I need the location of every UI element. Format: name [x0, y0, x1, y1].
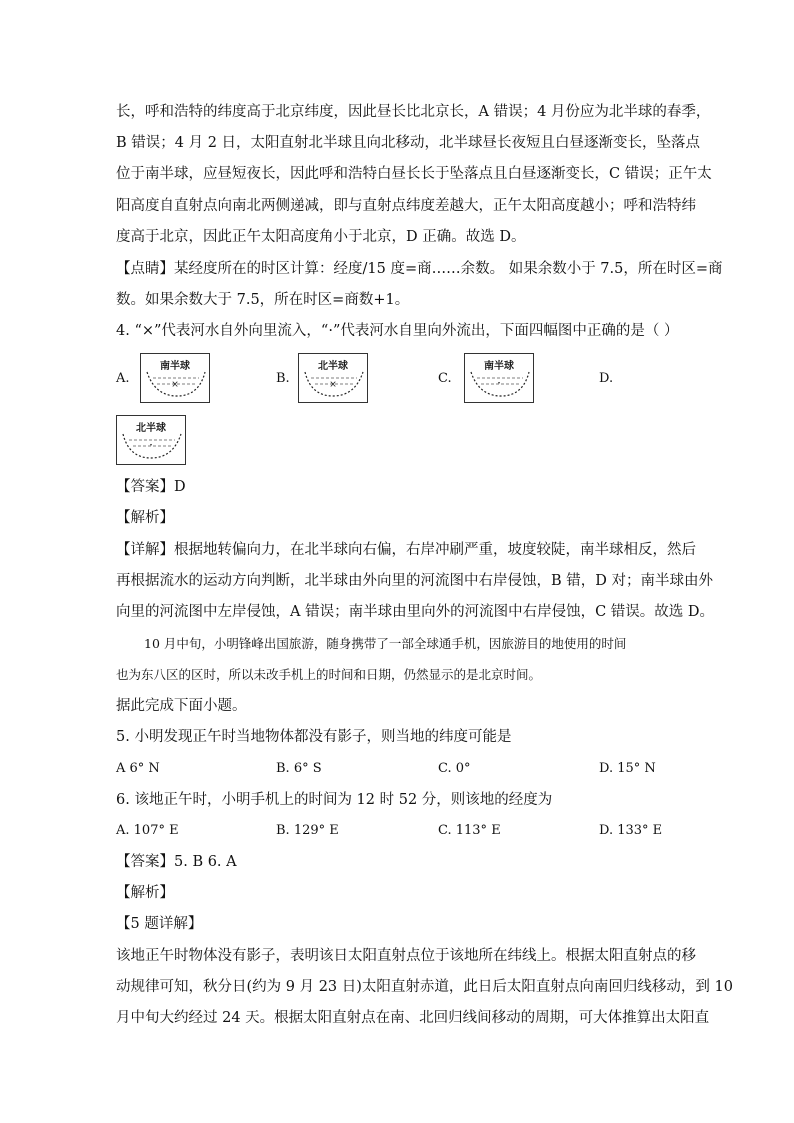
q4-option-d-label: D.: [599, 371, 614, 386]
instruction: 据此完成下面小题。: [116, 698, 247, 714]
text-line: 阳高度自直射点向南北两侧递减，即与直射点纬度差越大，正午太阳高度越小；呼和浩特纬: [116, 198, 696, 214]
question-4-stem: 4. “×”代表河水自外向里流入，“·”代表河水自里向外流出，下面四幅图中正确的是（ ）: [116, 323, 679, 339]
q5-option-b: B. 6° S: [276, 761, 322, 776]
detail-line: 向里的河流图中左岸侵蚀，A 错误；南半球由里向外的河流图中右岸侵蚀，C 错误。故选 D。: [116, 604, 715, 620]
question-5-stem: 5. 小明发现正午时当地物体都没有影子，则当地的纬度可能是: [116, 729, 512, 745]
q5-option-c: C. 0°: [438, 761, 471, 776]
figure-symbol: ·: [497, 376, 501, 390]
detail-line: 【详解】根据地转偏向力，在北半球向右偏，右岸冲刷严重，坡度较陡，南半球相反，然后: [116, 542, 696, 558]
analysis-label: 【解析】: [116, 885, 174, 901]
q6-option-a: A. 107° E: [116, 823, 179, 838]
river-cross-section-icon: [117, 416, 185, 464]
figure-label: 北半球: [136, 423, 166, 434]
q4-option-a-label: A.: [116, 371, 130, 386]
q5-option-a: A 6° N: [116, 761, 160, 776]
detail-line: 月中旬大约经过 24 天。根据太阳直射点在南、北回归线间移动的周期，可大体推算出太阳直: [116, 1010, 710, 1026]
passage-line: 也为东八区的区时，所以未改手机上的时间和日期，仍然显示的是北京时间。: [116, 667, 542, 682]
q4-figure-c: [464, 353, 534, 403]
q4-figure-d: [116, 415, 186, 465]
q6-option-b: B. 129° E: [276, 823, 339, 838]
tip-line: 数。如果余数大于 7.5，所在时区=商数+1。: [116, 292, 410, 308]
detail-line: 动规律可知，秋分日(约为 9 月 23 日)太阳直射赤道，此日后太阳直射点向南回归线移动，到 10: [116, 979, 733, 995]
q5-option-d: D. 15° N: [599, 761, 656, 776]
answer-label: 【答案】D: [116, 479, 186, 495]
q6-option-c: C. 113° E: [438, 823, 501, 838]
q4-figure-b: [298, 353, 368, 403]
figure-symbol: ×: [171, 380, 179, 390]
text-line: 长，呼和浩特的纬度高于北京纬度，因此昼长比北京长，A 错误；4 月份应为北半球的春季，: [116, 104, 711, 120]
figure-symbol: ·: [149, 438, 153, 452]
figure-label: 南半球: [484, 361, 514, 372]
detail-line: 再根据流水的运动方向判断，北半球由外向里的河流图中右岸侵蚀，B 错，D 对；南半球由外: [116, 573, 713, 589]
figure-label: 北半球: [318, 361, 348, 372]
q4-figure-a: [140, 353, 210, 403]
figure-label: 南半球: [160, 361, 190, 372]
q6-option-d: D. 133° E: [599, 823, 663, 838]
q5-detail-title: 【5 题详解】: [116, 916, 203, 932]
q4-option-c-label: C.: [438, 371, 452, 386]
figure-symbol: ×: [329, 380, 337, 390]
analysis-label: 【解析】: [116, 510, 174, 526]
tip-line: 【点睛】某经度所在的时区计算：经度/15 度=商……余数。 如果余数小于 7.5，所在时区=商: [116, 261, 723, 277]
detail-line: 该地正午时物体没有影子，表明该日太阳直射点位于该地所在纬线上。根据太阳直射点的移: [116, 948, 696, 964]
text-line: B 错误；4 月 2 日，太阳直射北半球且向北移动，北半球昼长夜短且白昼逐渐变长，坠落点: [116, 135, 701, 151]
q4-option-b-label: B.: [276, 371, 290, 386]
river-cross-section-icon: [141, 354, 209, 402]
text-line: 位于南半球，应昼短夜长，因此呼和浩特白昼长长于坠落点且白昼逐渐变长，C 错误；正午太: [116, 166, 712, 182]
river-cross-section-icon: [465, 354, 533, 402]
passage-line: 10 月中旬，小明锋峰出国旅游，随身携带了一部全球通手机，因旅游目的地使用的时间: [144, 636, 627, 651]
question-6-stem: 6. 该地正午时，小明手机上的时间为 12 时 52 分，则该地的经度为: [116, 792, 553, 808]
answer-label: 【答案】5. B 6. A: [116, 854, 237, 870]
river-cross-section-icon: [299, 354, 367, 402]
text-line: 度高于北京，因此正午太阳高度角小于北京，D 正确。故选 D。: [116, 229, 526, 245]
